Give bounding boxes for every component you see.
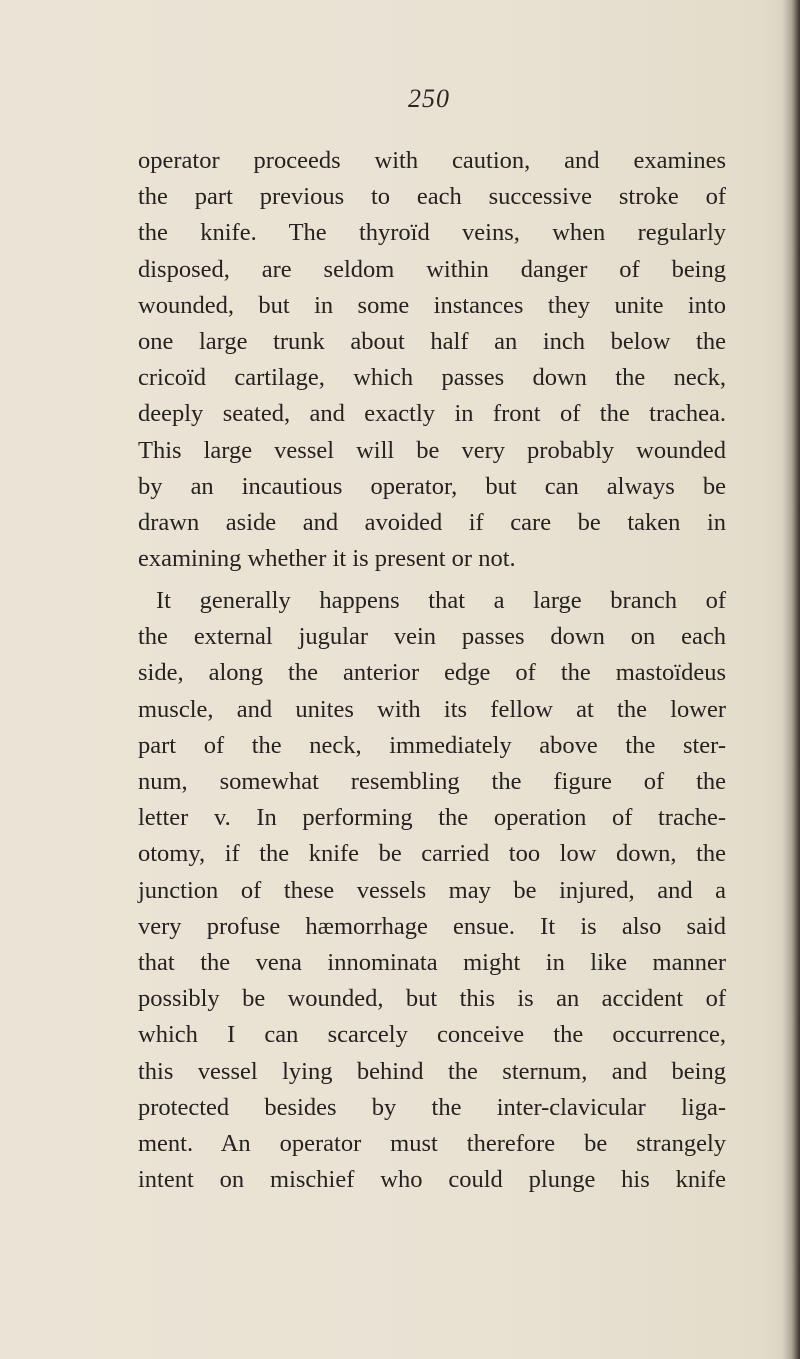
- text-line: intent on mischief who could plunge his knife: [138, 1166, 726, 1194]
- text-line: cricoïd cartilage, which passes down the neck,: [138, 364, 726, 392]
- text-line: one large trunk about half an inch below the: [138, 328, 726, 356]
- text-line: by an incautious operator, but can always be: [138, 472, 726, 500]
- text-line: num, somewhat resembling the figure of the: [138, 768, 726, 796]
- text-line: deeply seated, and exactly in front of the trachea.: [138, 400, 726, 428]
- text-line: this vessel lying behind the sternum, and being: [138, 1057, 726, 1085]
- paragraph-1: [138, 143, 726, 577]
- text-line: otomy, if the knife be carried too low down, the: [138, 840, 726, 868]
- text-line: very profuse hæmorrhage ensue. It is also said: [138, 912, 726, 940]
- text-line: that the vena innominata might in like manner: [138, 949, 726, 977]
- text-line: wounded, but in some instances they unite into: [138, 291, 726, 319]
- page-number: 250: [408, 84, 450, 113]
- text-line: drawn aside and avoided if care be taken in: [138, 509, 726, 537]
- text-line: protected besides by the inter-clavicular liga-: [138, 1093, 726, 1121]
- paragraph-2: [138, 583, 726, 1198]
- text-line: the part previous to each successive stroke of: [138, 183, 726, 211]
- text-line: This large vessel will be very probably wounded: [138, 436, 726, 464]
- text-line: disposed, are seldom within danger of being: [138, 255, 726, 283]
- text-line: possibly be wounded, but this is an accident of: [138, 985, 726, 1013]
- text-line: side, along the anterior edge of the mastoïdeus: [138, 659, 726, 687]
- page-edge-shadow: [782, 0, 800, 1359]
- text-line: part of the neck, immediately above the ster-: [138, 731, 726, 759]
- text-line: muscle, and unites with its fellow at the lower: [138, 695, 726, 723]
- text-line: the knife. The thyroïd veins, when regularly: [138, 219, 726, 247]
- text-line: which I can scarcely conceive the occurrence,: [138, 1021, 726, 1049]
- text-line: It generally happens that a large branch of: [156, 587, 726, 614]
- text-line: letter v. In performing the operation of trache-: [138, 804, 726, 832]
- text-line: junction of these vessels may be injured, and a: [138, 876, 726, 904]
- text-line: the external jugular vein passes down on each: [138, 623, 726, 651]
- text-line: operator proceeds with caution, and examines: [138, 147, 726, 174]
- text-line: examining whether it is present or not.: [138, 545, 516, 573]
- text-line: ment. An operator must therefore be strangely: [138, 1130, 726, 1158]
